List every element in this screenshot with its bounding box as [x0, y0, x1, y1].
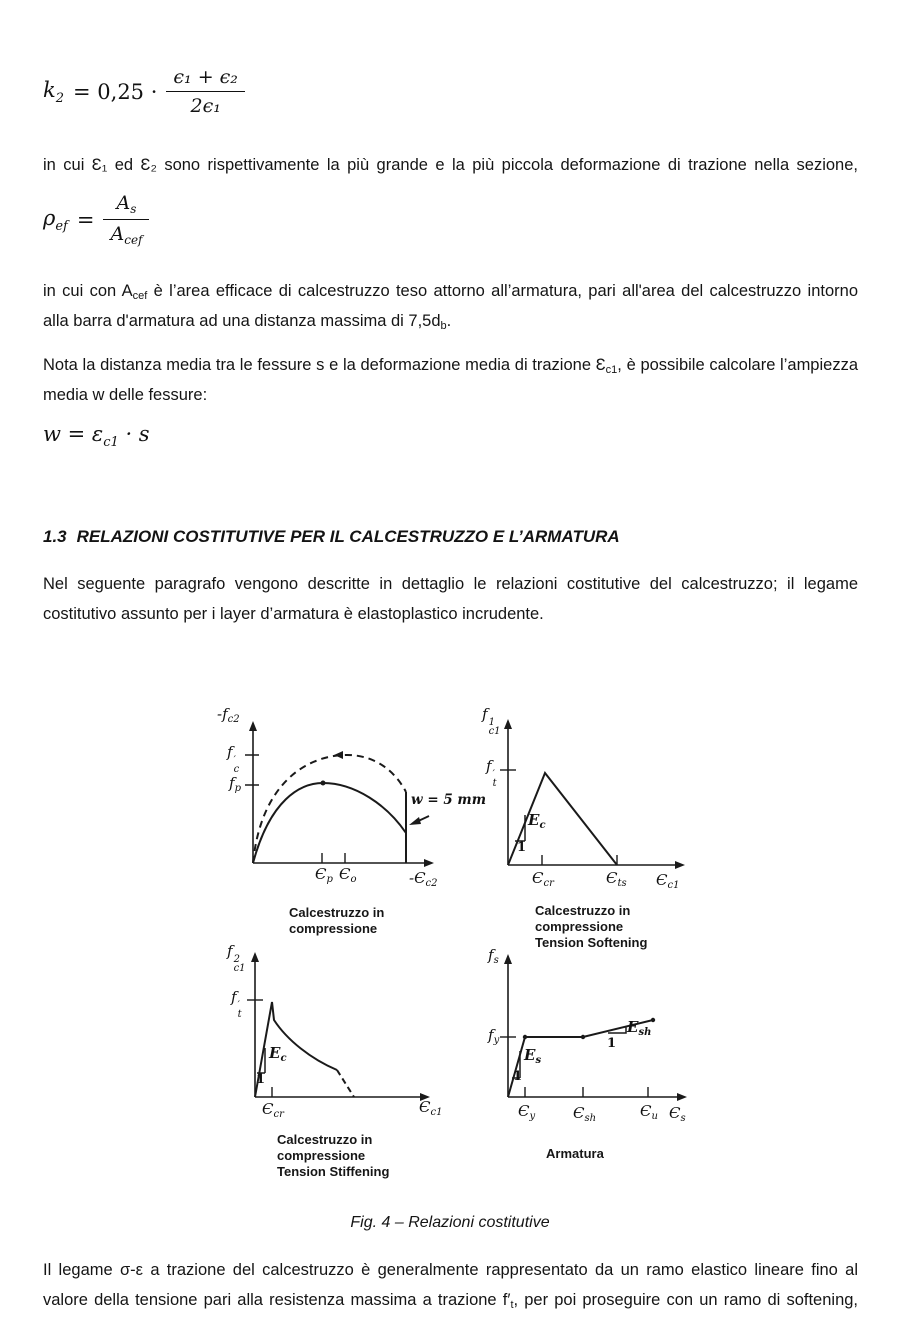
- paragraph-3: [43, 350, 858, 410]
- modulus-Ec-label: $E_c$: [269, 1044, 287, 1064]
- formula-rho-ef: [43, 192, 149, 247]
- paragraph-5-line-2: valore della tensione pari alla resistenza massima a trazione $f'_t$, per poi proseguire con un ramo di softening,: [43, 1291, 859, 1311]
- plot-caption: Calcestruzzo in compressione Tension Stiffening: [277, 1132, 390, 1179]
- x-axis-label: $Є_s$: [669, 1104, 686, 1124]
- modulus-Ec-label: $E_c$: [528, 811, 546, 831]
- tick-label-eps-o: $Є_o$: [339, 865, 357, 885]
- tick-label-eps-y: $Є_y$: [518, 1102, 536, 1122]
- tick-label-ft-prime: f ′ t: [231, 988, 242, 1020]
- paragraph-5: [43, 1255, 858, 1315]
- x-axis-label: $-Є_{c2}$: [409, 869, 438, 889]
- paragraph-2: [43, 276, 858, 336]
- tick-label-eps-u: $Є_u$: [640, 1102, 658, 1122]
- section-title: RELAZIONI COSTITUTIVE PER IL CALCESTRUZZO E L’ARMATURA: [76, 527, 620, 546]
- section-number: 1.3: [43, 527, 67, 546]
- paragraph-4: [43, 569, 858, 629]
- formula-rho-equals: =: [76, 207, 95, 232]
- fraction-numerator: $A_s$: [103, 192, 149, 220]
- slope-one-label: 1: [256, 1072, 266, 1087]
- paragraph-1: [43, 150, 858, 180]
- section-heading: [43, 527, 620, 547]
- paragraph-4-line-1: Nel seguente paragrafo vengono descritte in dettaglio le relazioni costitutive del calcestruzzo; il legame: [43, 575, 858, 593]
- formula-k2-lhs: $k_2$: [43, 77, 65, 106]
- tension-softening-plot: [480, 695, 710, 895]
- tick-label-ft-prime: f ′ t: [486, 757, 497, 789]
- formula-k2: [43, 66, 245, 117]
- paragraph-2-line-1: in cui con $A_{cef}$ è l’area efficace di calcestruzzo teso attorno all’armatura, pari all'area del calcestruzzo intorno: [43, 282, 858, 302]
- x-axis-label: $Є_{c1}$: [419, 1098, 443, 1118]
- tick-label-eps-ts: $Є_{ts}$: [606, 869, 627, 889]
- paragraph-5-line-1: Il legame σ-ε a trazione del calcestruzzo è generalmente rappresentato da un ramo elastico lineare fino al: [43, 1261, 858, 1279]
- tick-label-eps-cr: $Є_{cr}$: [262, 1100, 284, 1120]
- formula-k2-mid: = 0,25 ·: [73, 79, 158, 104]
- plot-caption: Calcestruzzo in compressione: [289, 905, 385, 936]
- formula-w-body: $w = \varepsilon_{c1} \cdot s$: [43, 422, 150, 450]
- y-axis-label: f 1 c1: [482, 705, 501, 737]
- fraction-numerator: ϵ₁ + ϵ₂: [166, 66, 245, 92]
- plot-caption: Calcestruzzo in compressione Tension Softening: [535, 903, 648, 950]
- formula-rho-lhs: $\rho_{ef}$: [43, 205, 68, 234]
- y-axis-label: $-f_{c2}$: [217, 705, 240, 725]
- slope-one-label: 1: [607, 1036, 617, 1051]
- plot-caption: Armatura: [546, 1146, 604, 1161]
- formula-w: [43, 422, 150, 450]
- modulus-Es-label: $E_s$: [524, 1046, 542, 1066]
- y-axis-label: f 2 c1: [227, 942, 246, 974]
- y-axis-label: $f_s$: [488, 946, 499, 966]
- tick-label-fc-prime: f ′ c: [227, 743, 240, 775]
- fraction-denominator: 2ϵ₁: [190, 95, 221, 117]
- slope-one-label: 1: [517, 840, 527, 855]
- plot-tension-stiffening: [225, 940, 495, 1180]
- paragraph-2-line-2: alla barra d'armatura ad una distanza massima di $7,5d_b$.: [43, 312, 452, 332]
- slope-one-label: 1: [513, 1069, 523, 1084]
- x-axis-label: $Є_{c1}$: [656, 871, 680, 891]
- tick-label-eps-sh: $Є_{sh}$: [573, 1104, 597, 1124]
- plot-armatura: [480, 940, 740, 1180]
- tick-label-eps-cr: $Є_{cr}$: [532, 869, 554, 889]
- formula-k2-fraction: [166, 66, 245, 117]
- paragraph-3-line-2: media w delle fessure:: [43, 386, 208, 404]
- tick-label-fy: $f_y$: [488, 1026, 500, 1046]
- figure-caption: Fig. 4 – Relazioni costitutive: [350, 1214, 550, 1231]
- crack-width-annotation: w = 5 mm: [411, 792, 486, 808]
- tick-label-fp: $f_p$: [229, 774, 241, 794]
- reinforcement-plot: [480, 940, 740, 1120]
- paragraph-4-line-2: costitutivo assunto per i layer d’armatura è elastoplastico incrudente.: [43, 605, 544, 623]
- modulus-Esh-label: $E_{sh}$: [627, 1018, 652, 1038]
- tick-label-eps-p: $Є_p$: [315, 865, 333, 885]
- tension-stiffening-plot: [225, 940, 495, 1120]
- plot-calcestruzzo-compressione: [215, 695, 495, 945]
- paragraph-1-line: in cui Ɛ₁ ed Ɛ₂ sono rispettivamente la più grande e la più piccola deformazione di trazione nella sezione,: [43, 156, 858, 174]
- formula-rho-fraction: [103, 192, 149, 247]
- plot-tension-softening: [480, 695, 710, 950]
- fraction-denominator: $A_{cef}$: [110, 223, 143, 247]
- paragraph-3-line-1: Nota la distanza media tra le fessure s e la deformazione media di trazione $Ɛ_{c1}$, è possibile calcolare l’ampiezza: [43, 356, 859, 376]
